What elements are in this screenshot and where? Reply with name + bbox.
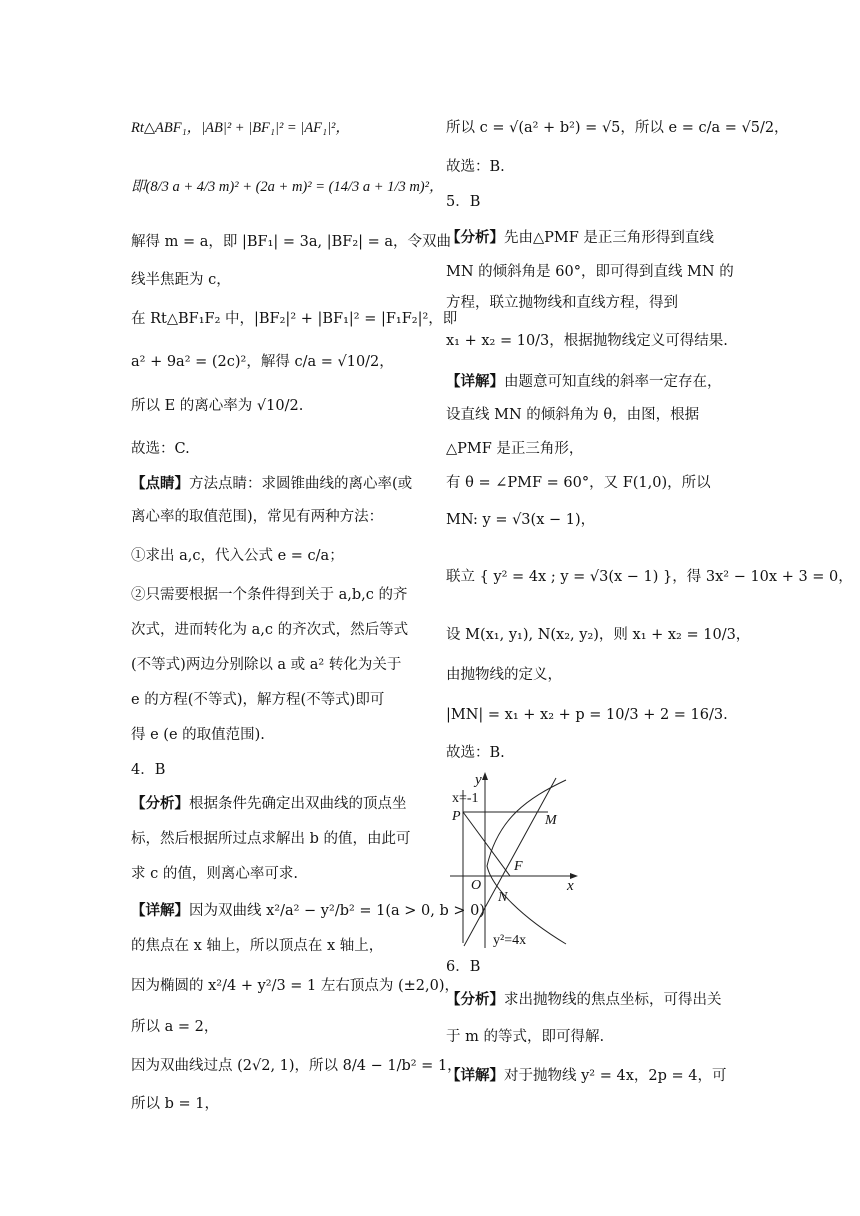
left-line-13: 次式，进而转化为 a,c 的齐次式，然后等式 <box>131 622 409 638</box>
left-line-5: 在 Rt△BF₁F₂ 中，|BF₂|² + |BF₁|² = |F₁F₂|²，即 <box>131 311 458 327</box>
left-line-22: 的焦点在 x 轴上，所以顶点在 x 轴上， <box>131 938 384 954</box>
right-line-19: 【分析】求出抛物线的焦点坐标，可得出关 <box>446 991 722 1008</box>
point-p-label: P <box>452 809 461 824</box>
left-line-14: (不等式)两边分别除以 a 或 a² 转化为关于 <box>131 657 402 673</box>
right-line-12: MN: y = √3(x − 1)， <box>446 512 596 528</box>
left-line-8: 故选：C. <box>131 441 190 457</box>
xiangjie-tag: 【详解】 <box>131 902 189 919</box>
left-line-10: 离心率的取值范围)，常见有两种方法： <box>131 509 384 525</box>
xiangjie-tag: 【详解】 <box>446 373 504 390</box>
right-line-10: △PMF 是正三角形， <box>446 441 584 457</box>
right-line-15: 由抛物线的定义， <box>446 667 562 683</box>
left-line-15: e 的方程(不等式)，解方程(不等式)即可 <box>131 692 385 708</box>
x-axis-label: x <box>567 878 574 894</box>
left-line-17: 4．B <box>131 762 166 778</box>
directrix-label: x=-1 <box>452 791 479 806</box>
right-line-7: x₁ + x₂ = 10/3，根据抛物线定义可得结果. <box>446 333 728 349</box>
left-line-19: 标，然后根据所过点求解出 b 的值，由此可 <box>131 831 411 847</box>
xiangjie-tag: 【详解】 <box>446 1067 504 1084</box>
left-line-25: 因为双曲线过点 (2√2, 1)，所以 8/4 − 1/b² = 1， <box>131 1058 462 1074</box>
left-line-16: 得 e (e 的取值范围). <box>131 727 265 743</box>
left-line-2: 即(8/3 a + 4/3 m)² + (2a + m)² = (14/3 a + 1/3 m)²， <box>131 179 444 195</box>
right-line-5: MN 的倾斜角是 60°，即可得到直线 MN 的 <box>446 264 734 280</box>
left-line-18: 【分析】根据条件先确定出双曲线的顶点坐 <box>131 795 407 812</box>
point-n-label: N <box>498 890 508 905</box>
right-line-2: 故选：B. <box>446 159 505 175</box>
origin-label: O <box>471 878 482 893</box>
left-line-23: 因为椭圆的 x²/4 + y²/3 = 1 左右顶点为 (±2,0)， <box>131 978 460 994</box>
curve-label: y²=4x <box>493 933 527 948</box>
left-line-11: ①求出 a,c，代入公式 e = c/a； <box>131 548 344 564</box>
pf-segment <box>463 812 510 876</box>
parabola-curve <box>487 780 566 944</box>
right-line-4: 【分析】先由△PMF 是正三角形得到直线 <box>446 229 714 246</box>
right-line-11: 有 θ = ∠PMF = 60°，又 F(1,0)，所以 <box>446 475 711 491</box>
left-line-3: 解得 m = a，即 |BF₁| = 3a, |BF₂| = a，令双曲 <box>131 234 452 250</box>
right-line-6: 方程，联立抛物线和直线方程，得到 <box>446 295 678 311</box>
right-line-13: 联立 { y² = 4x ; y = √3(x − 1) }，得 3x² − 10x + 3 = 0， <box>446 569 853 585</box>
left-line-26: 所以 b = 1， <box>131 1096 219 1112</box>
fenxi-tag: 【分析】 <box>131 795 189 812</box>
fenxi-tag: 【分析】 <box>446 991 504 1008</box>
right-line-17: 故选：B. <box>446 745 505 761</box>
left-line-7: 所以 E 的离心率为 √10/2. <box>131 398 304 414</box>
y-axis-arrow <box>482 772 488 780</box>
left-line-12: ②只需要根据一个条件得到关于 a,b,c 的齐 <box>131 587 408 603</box>
right-line-9: 设直线 MN 的倾斜角为 θ，由图，根据 <box>446 407 700 423</box>
left-line-9: 【点睛】方法点睛：求圆锥曲线的离心率(或 <box>131 475 413 492</box>
right-line-8: 【详解】由题意可知直线的斜率一定存在， <box>446 373 722 390</box>
y-axis-label: y <box>475 772 482 788</box>
parabola-figure <box>448 768 588 950</box>
right-line-21: 【详解】对于抛物线 y² = 4x，2p = 4，可 <box>446 1067 727 1084</box>
right-line-14: 设 M(x₁, y₁), N(x₂, y₂)，则 x₁ + x₂ = 10/3， <box>446 627 751 643</box>
left-line-21: 【详解】因为双曲线 x²/a² − y²/b² = 1(a > 0, b > 0) <box>131 902 486 919</box>
right-line-3: 5．B <box>446 194 481 210</box>
right-line-16: |MN| = x₁ + x₂ + p = 10/3 + 2 = 16/3. <box>446 707 728 723</box>
left-line-24: 所以 a = 2， <box>131 1019 219 1035</box>
point-f-label: F <box>514 859 523 874</box>
left-line-20: 求 c 的值，则离心率可求. <box>131 866 298 882</box>
right-line-20: 于 m 的等式，即可得解. <box>446 1029 605 1045</box>
right-line-18: 6．B <box>446 959 481 975</box>
fenxi-tag: 【分析】 <box>446 229 504 246</box>
left-line-1: Rt△ABF₁，|AB|² + |BF₁|² = |AF₁|²， <box>131 120 350 136</box>
dianjing-tag: 【点睛】 <box>131 475 189 492</box>
left-line-4: 线半焦距为 c， <box>131 272 231 288</box>
right-line-1: 所以 c = √(a² + b²) = √5，所以 e = c/a = √5/2， <box>446 120 789 136</box>
left-line-6: a² + 9a² = (2c)²，解得 c/a = √10/2， <box>131 354 394 370</box>
point-m-label: M <box>545 813 557 828</box>
